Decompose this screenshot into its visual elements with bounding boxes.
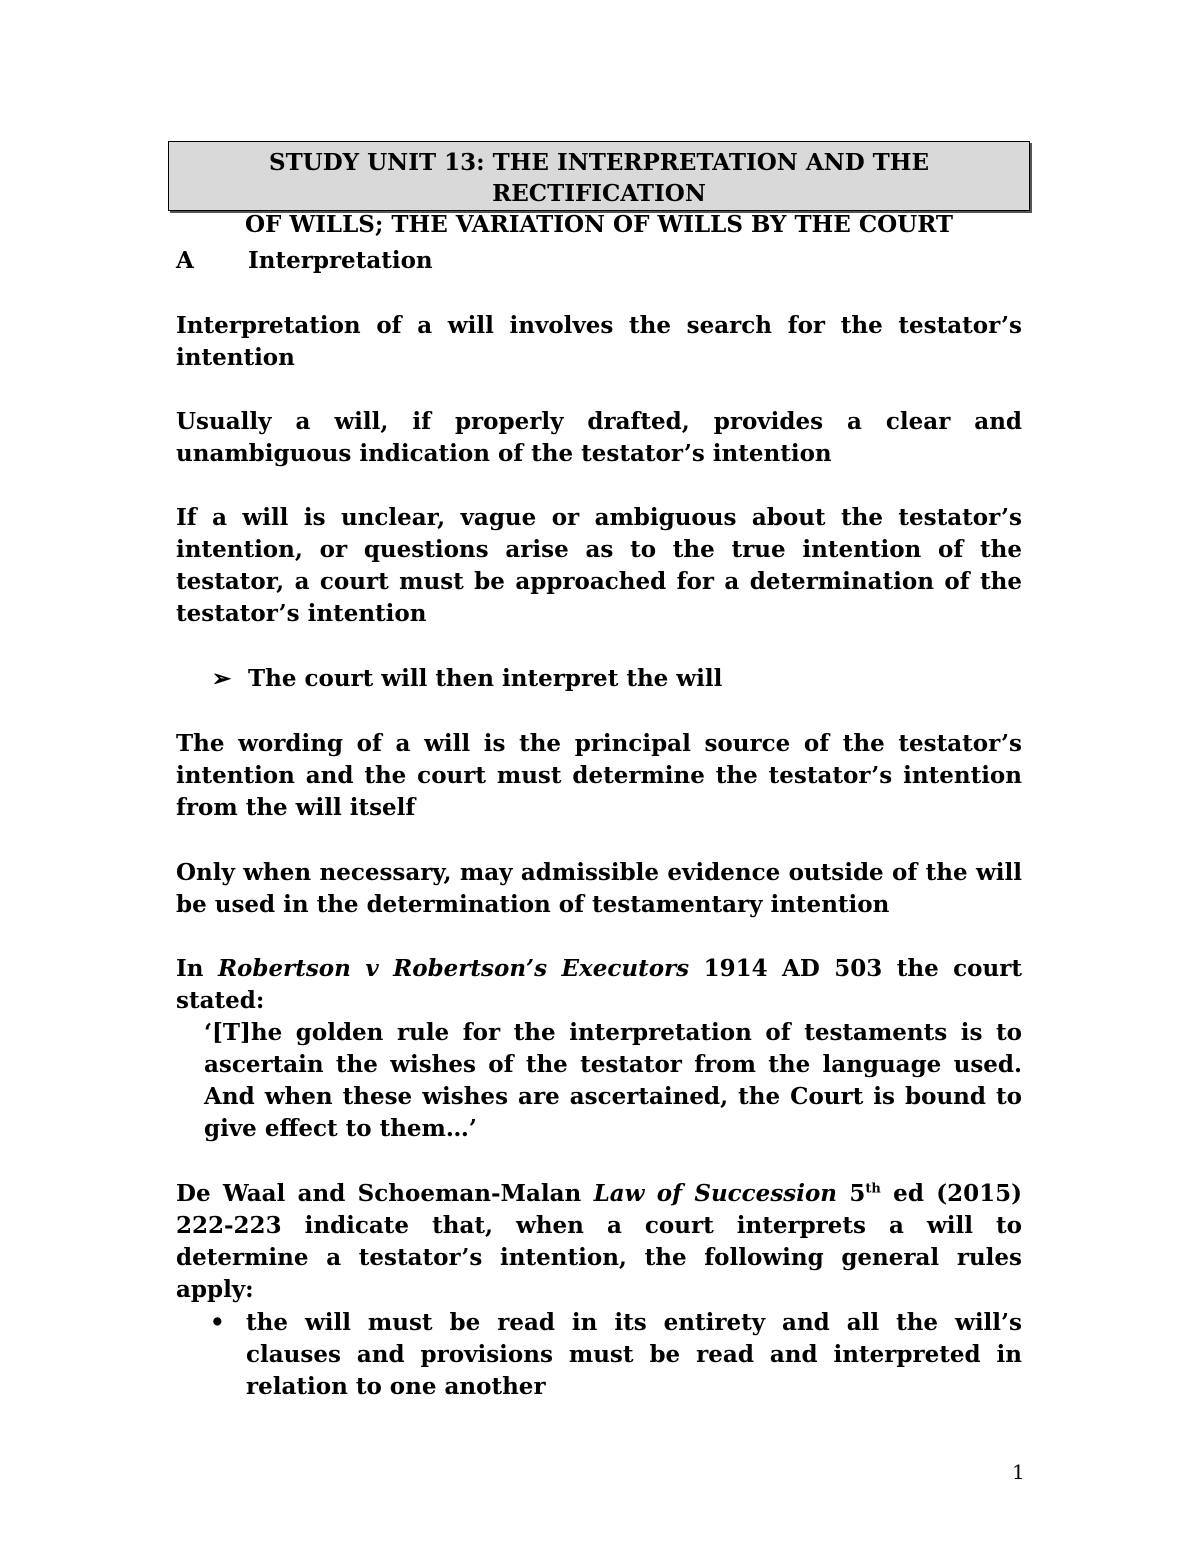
arrow-bullet-icon: ➢ xyxy=(212,665,232,692)
case-citation: Robertson v Robertson’s Executors xyxy=(217,955,690,982)
page-number: 1 xyxy=(1012,1460,1025,1484)
section-heading-text: Interpretation xyxy=(248,247,433,274)
bullet-list-item xyxy=(204,1307,1022,1403)
paragraph-6-intro: In xyxy=(176,955,218,982)
paragraph-6 xyxy=(176,953,1022,1017)
paragraph-7-rest: ed (2015) 222-223 indicate that, when a court interprets a will to determine a testator’s intention, the following general rules apply: xyxy=(176,1180,1023,1303)
paragraph-3: If a will is unclear, vague or ambiguous about the testator’s intention, or questions arise as to the true intention of the testator, a court must be approached for a determination of the testator’s intention xyxy=(176,504,1022,627)
section-letter: A xyxy=(176,247,194,274)
study-unit-title-box xyxy=(168,141,1030,238)
section-heading xyxy=(176,245,433,277)
paragraph-1: Interpretation of a will involves the search for the testator’s intention xyxy=(176,312,1022,371)
title-line-2: OF WILLS; THE VARIATION OF WILLS BY THE COURT xyxy=(244,211,954,238)
paragraph-7 xyxy=(176,1178,1022,1306)
title-line-1: STUDY UNIT 13: THE INTERPRETATION AND THE RECTIFICATION xyxy=(268,149,930,207)
edition-number: 5 xyxy=(837,1180,866,1207)
paragraph-6-rest: 1914 AD 503 the court stated: xyxy=(176,955,1022,1014)
arrow-list-item xyxy=(212,663,722,695)
edition-superscript: th xyxy=(865,1181,881,1197)
paragraph-2: Usually a will, if properly drafted, provides a clear and unambiguous indication of the testator’s intention xyxy=(176,408,1022,467)
bullet-list-item-text: the will must be read in its entirety and all the will’s clauses and provisions must be read and interpreted in relation to one another xyxy=(246,1309,1022,1400)
arrow-list-item-text: The court will then interpret the will xyxy=(248,665,723,692)
paragraph-4: The wording of a will is the principal source of the testator’s intention and the court must determine the testator’s intention from the will itself xyxy=(176,730,1022,821)
paragraph-5: Only when necessary, may admissible evidence outside of the will be used in the determination of testamentary intention xyxy=(176,859,1022,918)
paragraph-7-intro: De Waal and Schoeman-Malan xyxy=(176,1180,594,1207)
book-title: Law of Succession xyxy=(593,1180,838,1207)
bullet-icon: • xyxy=(210,1309,225,1336)
block-quote: ‘[T]he golden rule for the interpretation of testaments is to ascertain the wishes of the testator from the language used. And when these wishes are ascertained, the Court is bound to give effect to them…’ xyxy=(204,1019,1022,1142)
